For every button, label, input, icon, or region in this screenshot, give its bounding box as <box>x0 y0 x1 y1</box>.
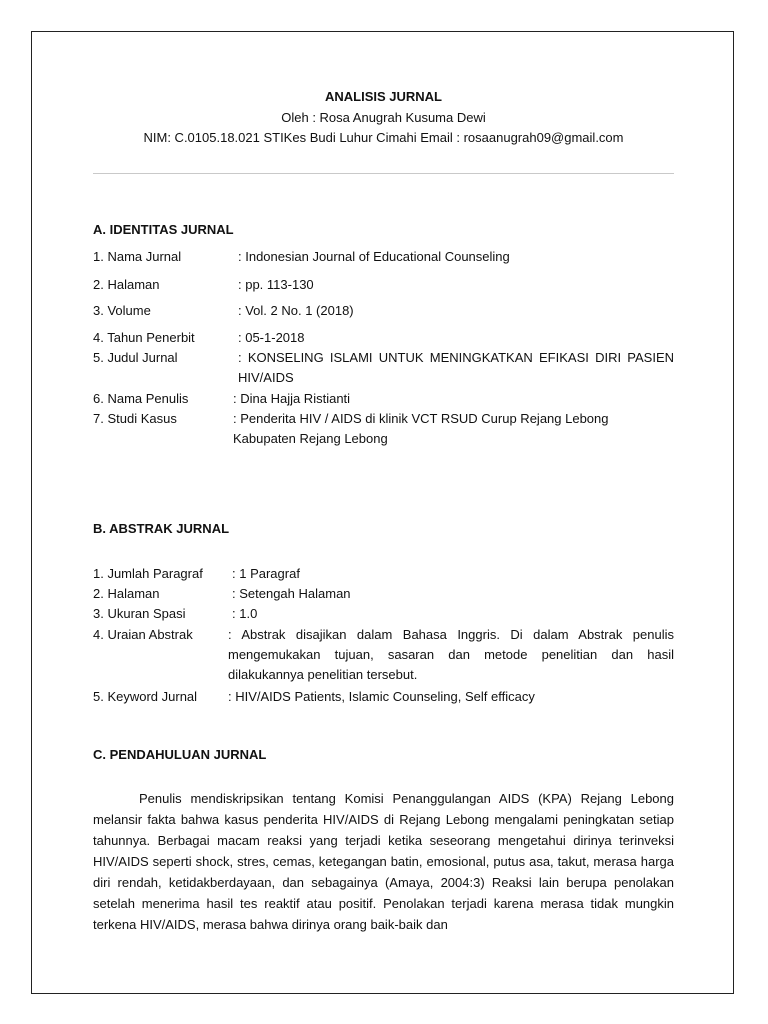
abstract-label: 2. Halaman <box>93 586 160 601</box>
identity-label: 4. Tahun Penerbit <box>93 330 195 345</box>
abstract-value: : Abstrak disajikan dalam Bahasa Inggris. Di dalam Abstrak penulis mengemukakan tujuan, sasaran dan metode penelitian dan hasil dilakukannya penelitian tersebut. <box>228 627 674 682</box>
identity-label: 3. Volume <box>93 303 151 318</box>
section-c-heading: C. PENDAHULUAN JURNAL <box>93 747 267 762</box>
header-divider <box>93 173 674 174</box>
identity-value: : Indonesian Journal of Educational Counseling <box>238 249 510 264</box>
author-line: Oleh : Rosa Anugrah Kusuma Dewi <box>281 110 486 125</box>
identity-value: : Dina Hajja Ristianti <box>233 391 351 406</box>
identity-value: : pp. 113-130 <box>238 277 314 292</box>
abstract-value: : HIV/AIDS Patients, Islamic Counseling, Self efficacy <box>228 689 535 704</box>
introduction-paragraph: Penulis mendiskripsikan tentang Komisi Penanggulangan AIDS (KPA) Rejang Lebong melansir fakta bahwa kasus penderita HIV/AIDS di Rejang Lebong mengalami peningkatan setiap tahunnya. Berbagai macam reaksi yang terjadi ketika seseorang mengetahui dirinya terinveksi HIV/AIDS seperti shock, stres, cemas, ketegangan batin, emosional, putus asa, takut, merasa harga diri rendah, ketidakberdayaan, dan sebagainya (Amaya, 2004:3) Reaksi lain berupa penolakan setelah menerima hasil tes reaktif atau positif. Penolakan terjadi karena merasa tidak mungkin terkena HIV/AIDS, merasa bahwa dirinya orang baik-baik dan <box>93 791 674 932</box>
identity-value: : Vol. 2 No. 1 (2018) <box>238 303 354 318</box>
abstract-value: : Setengah Halaman <box>232 586 351 601</box>
identity-value: : 05-1-2018 <box>238 330 305 345</box>
identity-value: : KONSELING ISLAMI UNTUK MENINGKATKAN EFIKASI DIRI PASIEN HIV/AIDS <box>238 350 674 385</box>
identity-value: : Penderita HIV / AIDS di klinik VCT RSUD Curup Rejang Lebong Kabupaten Rejang Lebong <box>233 411 609 446</box>
identity-label: 5. Judul Jurnal <box>93 350 178 365</box>
abstract-label: 3. Ukuran Spasi <box>93 606 186 621</box>
section-b-heading: B. ABSTRAK JURNAL <box>93 521 230 536</box>
identity-label: 2. Halaman <box>93 277 160 292</box>
abstract-value: : 1 Paragraf <box>232 566 300 581</box>
abstract-label: 4. Uraian Abstrak <box>93 627 193 642</box>
identity-label: 1. Nama Jurnal <box>93 249 182 264</box>
abstract-label: 1. Jumlah Paragraf <box>93 566 203 581</box>
identity-label: 7. Studi Kasus <box>93 411 177 426</box>
document-title: ANALISIS JURNAL <box>324 89 442 104</box>
section-a-heading: A. IDENTITAS JURNAL <box>93 222 234 237</box>
abstract-value: : 1.0 <box>232 606 258 621</box>
abstract-label: 5. Keyword Jurnal <box>93 689 198 704</box>
identity-label: 6. Nama Penulis <box>93 391 189 406</box>
nim-email-line: NIM: C.0105.18.021 STIKes Budi Luhur Cimahi Email : rosaanugrah09@gmail.com <box>143 130 624 145</box>
